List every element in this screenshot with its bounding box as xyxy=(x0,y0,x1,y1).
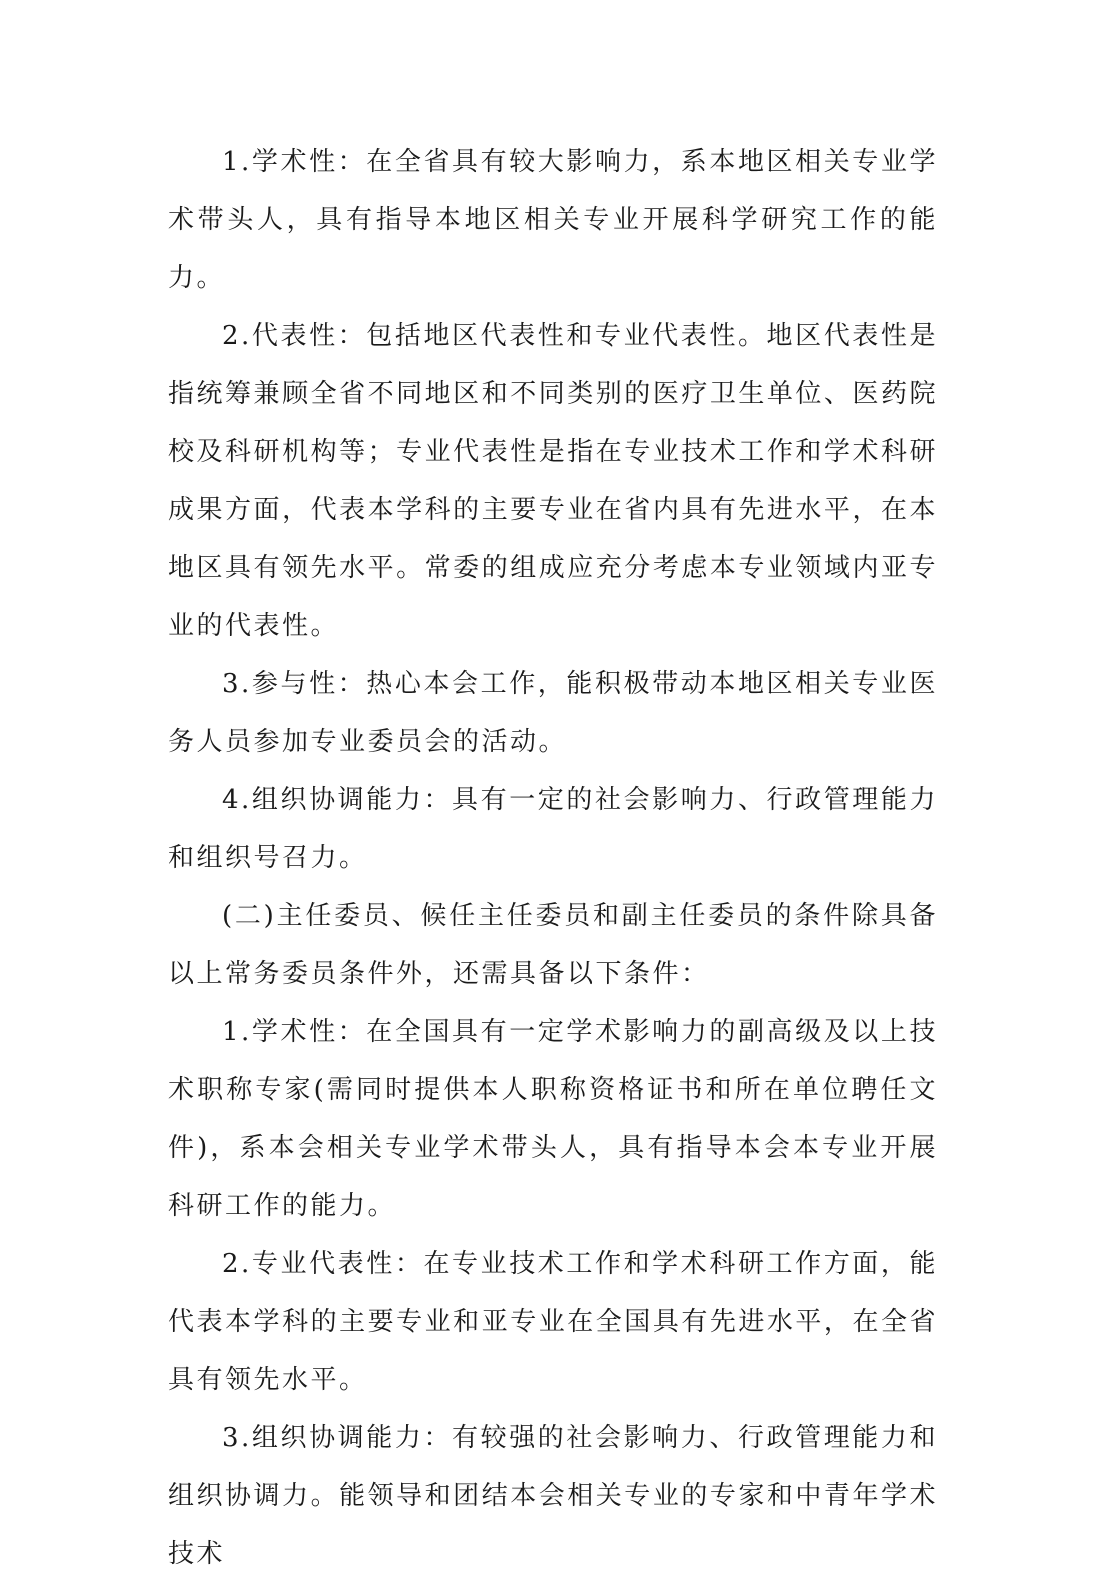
section-heading-chair-conditions: (二)主任委员、候任主任委员和副主任委员的条件除具备以上常务委员条件外，还需具备以下条件： xyxy=(168,901,938,989)
paragraph-professional-representativeness: 2.专业代表性：在专业技术工作和学术科研工作方面，能代表本学科的主要专业和亚专业在全国具有先进水平，在全省具有领先水平。 xyxy=(168,1249,938,1395)
document-body xyxy=(168,133,938,1583)
paragraph-organizational-ability: 3.组织协调能力：有较强的社会影响力、行政管理能力和组织协调力。能领导和团结本会相关专业的专家和中青年学术技术 xyxy=(168,1423,938,1569)
paragraph-academic-national: 1.学术性：在全国具有一定学术影响力的副高级及以上技术职称专家(需同时提供本人职称资格证书和所在单位聘任文件)，系本会相关专业学术带头人，具有指导本会本专业开展科研工作的能力。 xyxy=(168,1017,938,1221)
paragraph-representativeness: 2.代表性：包括地区代表性和专业代表性。地区代表性是指统筹兼顾全省不同地区和不同类别的医疗卫生单位、医药院校及科研机构等；专业代表性是指在专业技术工作和学术科研成果方面，代表本学科的主要专业在省内具有先进水平，在本地区具有领先水平。常委的组成应充分考虑本专业领域内亚专业的代表性。 xyxy=(168,321,938,641)
paragraph-participation: 3.参与性：热心本会工作，能积极带动本地区相关专业医务人员参加专业委员会的活动。 xyxy=(168,669,938,757)
paragraph-coordination: 4.组织协调能力：具有一定的社会影响力、行政管理能力和组织号召力。 xyxy=(168,785,938,873)
paragraph-academic-province: 1.学术性：在全省具有较大影响力，系本地区相关专业学术带头人，具有指导本地区相关专业开展科学研究工作的能力。 xyxy=(168,147,938,293)
